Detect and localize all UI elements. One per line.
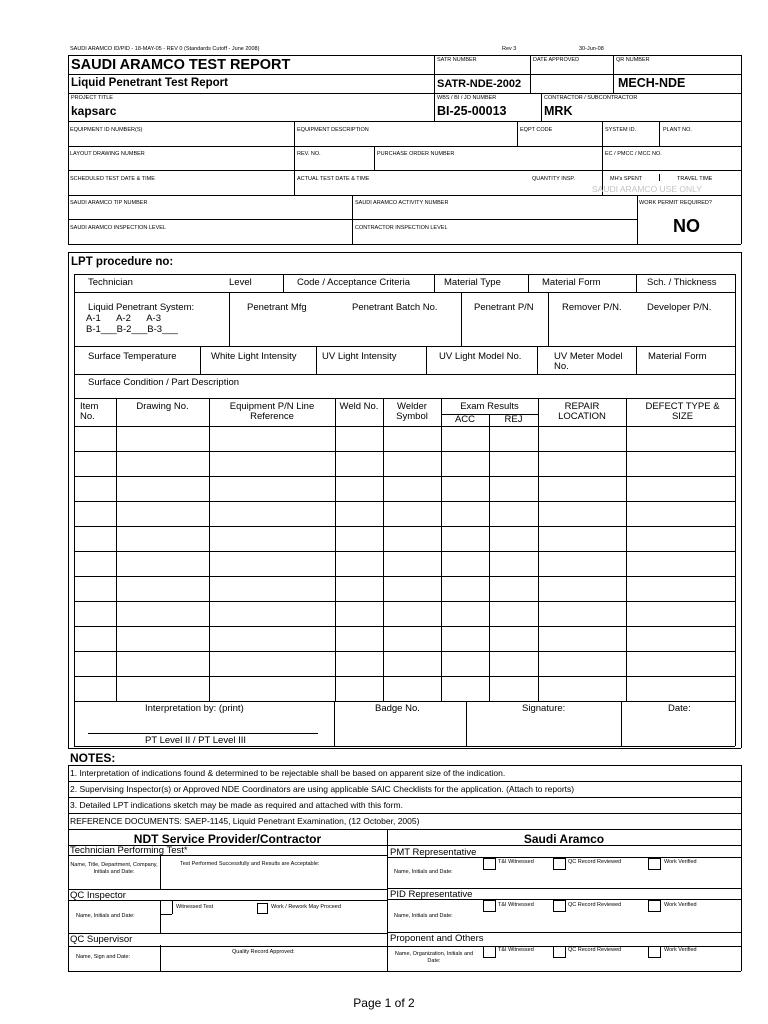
uv-light-label: UV Light Intensity [322,351,397,362]
pmt-ti-witnessed-label: T&I Witnessed [498,859,534,865]
col-item-no: Item No. [80,401,99,422]
material-form-label: Material Form [542,277,601,288]
pid-qc-reviewed-label: QC Record Reviewed [568,902,622,908]
technician-performing-label: Technician Performing Test* [70,845,188,856]
pmt-work-verified-checkbox[interactable] [648,858,661,870]
qr-label: QR NUMBER [616,57,650,63]
prop-work-verified-checkbox[interactable] [648,946,661,958]
satr-value: SATR-NDE-2002 [437,78,522,90]
material-type-label: Material Type [444,277,501,288]
qc-supervisor-label: QC Supervisor [70,934,133,945]
signature-label: Signature: [522,703,566,714]
proponent-name-label: Name, Organization, Initials and Date: [394,951,474,964]
activity-number-label: SAUDI ARAMCO ACTIVITY NUMBER [355,200,449,206]
travel-time-label: TRAVEL TIME [677,176,713,182]
col-defect-type: DEFECT TYPE & SIZE [645,401,720,422]
pid-ti-witnessed-checkbox[interactable] [483,900,496,912]
note-3: 3. Detailed LPT indications sketch may be made as required and attached with this form. [70,800,403,810]
notes-title: NOTES: [70,751,116,765]
level-label: Level [229,277,252,288]
prop-qc-reviewed-label: QC Record Reviewed [568,947,622,953]
test-performed-label: Test Performed Successfully and Results are Acceptable: [180,861,320,867]
pid-name-label: Name, Initials and Date: [394,913,453,919]
qc-inspector-name-label: Name, Initials and Date: [76,913,135,919]
lpt-procedure-label: LPT procedure no: [71,256,174,268]
penetrant-mfg-label: Penetrant Mfg [247,302,307,313]
prop-ti-witnessed-label: T&I Witnessed [498,947,534,953]
equipment-id-label: EQUIPMENT ID NUMBER(S) [70,127,143,133]
proponent-label: Proponent and Others [390,933,484,944]
wbs-value: BI-25-00013 [437,104,507,118]
pmt-representative-label: PMT Representative [390,847,477,858]
col-acc: ACC [454,414,476,425]
equipment-description-label: EQUIPMENT DESCRIPTION [297,127,369,133]
date-label: Date: [668,703,691,714]
pmt-ti-witnessed-checkbox[interactable] [483,858,496,870]
aramco-use-only: SAUDI ARAMCO USE ONLY [592,184,702,194]
rev-no-label: REV. NO. [297,151,321,157]
company-title: SAUDI ARAMCO TEST REPORT [71,57,291,73]
actual-test-label: ACTUAL TEST DATE & TIME [297,176,370,182]
penetrant-pn-label: Penetrant P/N [474,302,534,313]
work-permit-label: WORK PERMIT REQUIRED? [639,200,712,206]
prop-qc-reviewed-checkbox[interactable] [553,946,566,958]
code-acceptance-label: Code / Acceptance Criteria [297,277,411,288]
remover-pn-label: Remover P/N. [562,302,622,313]
qc-inspector-label: QC Inspector [70,890,126,901]
pid-ti-witnessed-label: T&I Witnessed [498,902,534,908]
col-rej: REJ [504,414,523,425]
contractor-value: MRK [544,104,573,118]
penetrant-batch-label: Penetrant Batch No. [352,302,438,313]
reference-documents: REFERENCE DOCUMENTS: SAEP-1145, Liquid Penetrant Examination, (12 October, 2005) [70,816,420,826]
work-permit-value: NO [673,216,700,236]
plant-no-label: PLANT NO. [663,127,692,133]
tip-number-label: SAUDI ARAMCO TIP NUMBER [70,200,148,206]
rework-checkbox[interactable] [257,903,268,914]
mhs-spent-label: MH's SPENT [610,176,643,182]
wbs-label: WBS / BI / JO NUMBER [437,95,497,101]
prop-work-verified-label: Work Verified [664,947,697,953]
surface-temperature-label: Surface Temperature [88,351,177,362]
page-number: Page 1 of 2 [353,996,415,1010]
col-repair-location: REPAIR LOCATION [558,401,606,422]
contractor-label: CONTRACTOR / SUBCONTRACTOR [544,95,638,101]
eqpt-code-label: EQPT CODE [520,127,553,133]
technician-label: Technician [88,277,133,288]
ec-pmcc-label: EC / PMCC / MCC NO. [605,151,662,157]
white-light-label: White Light Intensity [211,351,297,362]
col-equipment-pn: Equipment P/N Line Reference [229,401,315,422]
uv-meter-label: UV Meter Model No. [554,351,623,372]
sch-thickness-label: Sch. / Thickness [647,277,717,288]
lp-system-label: Liquid Penetrant System: [88,302,195,313]
revision-date: 30-Jun-08 [579,46,604,52]
form-id: SAUDI ARAMCO ID/PID - 18-MAY-05 - REV 0 (Standards Cutoff - June 2008) [70,46,260,52]
saudi-aramco-header: Saudi Aramco [523,832,605,846]
system-id-label: SYSTEM ID. [605,127,637,133]
pmt-name-label: Name, Initials and Date: [394,869,453,875]
pid-work-verified-label: Work Verified [664,902,697,908]
pt-level-label: PT Level II / PT Level III [145,735,247,746]
qr-value: MECH-NDE [618,76,686,90]
purchase-order-label: PURCHASE ORDER NUMBER [377,151,455,157]
rework-label: Work / Rework May Proceed [271,904,341,910]
pmt-qc-reviewed-label: QC Record Reviewed [568,859,622,865]
surface-condition-label: Surface Condition / Part Description [88,377,240,388]
pmt-qc-reviewed-checkbox[interactable] [553,858,566,870]
pmt-work-verified-label: Work Verified [664,859,697,865]
pid-qc-reviewed-checkbox[interactable] [553,900,566,912]
project-value: kapsarc [71,104,117,118]
project-label: PROJECT TITLE [71,95,113,101]
material-form-label-2: Material Form [648,351,707,362]
prop-ti-witnessed-checkbox[interactable] [483,946,496,958]
technician-name-label: Name, Title, Department, Company, Initials and Date: [70,862,158,875]
contractor-inspection-label: CONTRACTOR INSPECTION LEVEL [355,225,448,231]
quantity-insp-label: QUANTITY INSP. [532,176,575,182]
layout-drawing-label: LAYOUT DRAWING NUMBER [70,151,145,157]
witnessed-test-label: Witnessed Test [176,904,214,910]
pid-work-verified-checkbox[interactable] [648,900,661,912]
note-2: 2. Supervising Inspector(s) or Approved NDE Coordinators are using applicable SAIC Checklists for the application. (Attach to reports) [70,784,575,794]
lp-system-line1: A-1 A-2 A-3 [86,313,161,324]
revision: Rev 3 [502,46,517,52]
uv-model-label: UV Light Model No. [439,351,522,362]
inspection-level-label: SAUDI ARAMCO INSPECTION LEVEL [70,225,166,231]
note-1: 1. Interpretation of indications found & determined to be rejectable shall be based on apparent size of the indication. [70,768,506,778]
badge-label: Badge No. [375,703,420,714]
report-title: Liquid Penetrant Test Report [71,77,228,89]
contractor-header: NDT Service Provider/Contractor [133,832,322,846]
col-welder-symbol: Welder Symbol [396,401,428,422]
qc-supervisor-name-label: Name, Sign and Date: [76,954,131,960]
quality-record-label: Quality Record Approved: [232,949,295,955]
satr-label: SATR NUMBER [437,57,477,63]
col-weld-no: Weld No. [339,401,379,412]
developer-pn-label: Developer P/N. [647,302,712,313]
lp-system-line2: B-1___B-2___B-3___ [86,324,178,335]
scheduled-test-label: SCHEDULED TEST DATE & TIME [70,176,155,182]
date-approved-label: DATE APPROVED [533,57,580,63]
col-exam-results: Exam Results [460,401,519,412]
col-drawing-no: Drawing No. [136,401,189,412]
pid-representative-label: PID Representative [390,889,473,900]
interpretation-label: Interpretation by: (print) [145,703,244,714]
